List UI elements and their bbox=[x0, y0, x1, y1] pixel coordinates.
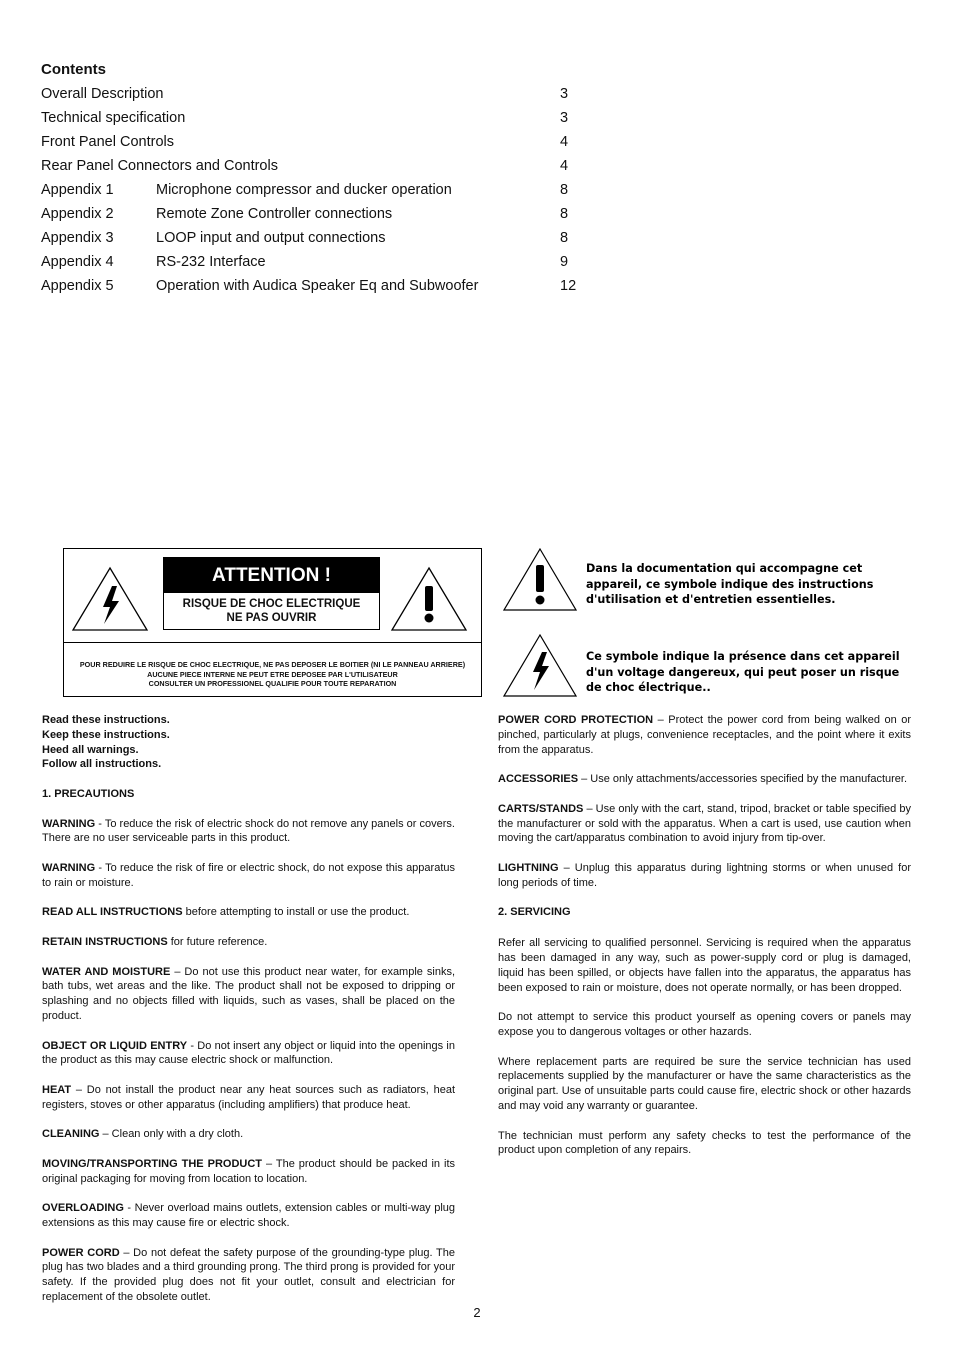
exclamation-warning-icon bbox=[390, 566, 468, 632]
toc-label: Overall Description bbox=[41, 86, 164, 102]
intro-block bbox=[42, 713, 455, 772]
warning-divider bbox=[64, 642, 481, 643]
attention-heading: ATTENTION ! bbox=[164, 558, 379, 593]
toc-page: 8 bbox=[560, 206, 569, 222]
toc-sub: Operation with Audica Speaker Eq and Subwoofer bbox=[156, 278, 479, 294]
item-term: POWER CORD bbox=[42, 1246, 120, 1259]
precaution-item bbox=[498, 713, 911, 757]
toc-page: 4 bbox=[560, 134, 569, 150]
toc-page: 3 bbox=[560, 86, 569, 102]
warning-footer-line: POUR REDUIRE LE RISQUE DE CHOC ELECTRIQUE, NE PAS DEPOSER LE BOITIER (NI LE PANNEAU ARRIERE) bbox=[79, 660, 466, 669]
item-text: – Do not install the product near any heat sources such as radiators, heat registers, stoves or other apparatus (including amplifiers) that produce heat. bbox=[42, 1083, 455, 1111]
precaution-item bbox=[42, 1039, 455, 1069]
item-text: – Clean only with a dry cloth. bbox=[99, 1128, 244, 1141]
precaution-item bbox=[42, 1246, 455, 1305]
item-term: WATER AND MOISTURE bbox=[42, 965, 171, 978]
toc-label: Rear Panel Connectors and Controls bbox=[41, 158, 278, 174]
servicing-paragraph: Do not attempt to service this product yourself as opening covers or panels may expose you to dangerous voltages or other hazards. bbox=[498, 1011, 911, 1038]
item-term: WARNING bbox=[42, 861, 96, 874]
toc-sub: RS-232 Interface bbox=[156, 254, 266, 270]
attention-panel bbox=[163, 557, 380, 630]
precaution-item bbox=[42, 965, 455, 1024]
servicing-paragraph: The technician must perform any safety checks to test the performance of the product upon completion of any repairs. bbox=[498, 1129, 911, 1157]
item-text: – Use only with the cart, stand, tripod, bracket or table specified by the manufacturer or sold with the apparatus. When a cart is used, use caution when moving the cart/apparatus combination to avoid injury from tip-over. bbox=[498, 802, 911, 845]
page-number: 2 bbox=[473, 1305, 481, 1320]
section-heading: 2. SERVICING bbox=[498, 906, 571, 919]
toc-label: Appendix 1 bbox=[41, 182, 114, 198]
servicing-column bbox=[498, 713, 911, 1173]
toc-page: 12 bbox=[560, 278, 577, 294]
intro-line: Heed all warnings. bbox=[42, 743, 139, 756]
item-term: ACCESSORIES bbox=[498, 773, 579, 786]
toc-sub: Microphone compressor and ducker operation bbox=[156, 182, 452, 198]
item-text: for future reference. bbox=[167, 935, 268, 948]
item-text: – Use only attachments/accessories specified by the manufacturer. bbox=[578, 773, 908, 786]
precaution-item bbox=[42, 905, 455, 920]
item-term: RETAIN INSTRUCTIONS bbox=[42, 935, 168, 948]
precaution-item bbox=[42, 1083, 455, 1113]
toc-label: Appendix 3 bbox=[41, 230, 114, 246]
lightning-warning-icon bbox=[71, 566, 149, 632]
toc-label: Appendix 5 bbox=[41, 278, 114, 294]
toc-page: 8 bbox=[560, 230, 569, 246]
precaution-item bbox=[42, 935, 455, 950]
item-term: HEAT bbox=[42, 1083, 72, 1096]
toc-page: 9 bbox=[560, 254, 569, 270]
intro-line: Follow all instructions. bbox=[42, 758, 162, 771]
precautions-column bbox=[42, 713, 455, 1320]
exclamation-symbol-icon bbox=[503, 548, 577, 612]
precaution-item bbox=[498, 802, 911, 846]
attention-sub-line: RISQUE DE CHOC ELECTRIQUE bbox=[182, 598, 361, 610]
toc-label: Appendix 2 bbox=[41, 206, 114, 222]
lightning-symbol-description: Ce symbole indique la présence dans cet appareil d'un voltage dangereux, qui peut poser un risque de choc électrique.. bbox=[586, 650, 900, 694]
item-term: OVERLOADING bbox=[42, 1202, 124, 1215]
attention-subtext bbox=[164, 597, 379, 625]
item-term: CLEANING bbox=[42, 1128, 100, 1141]
toc-label: Front Panel Controls bbox=[41, 134, 174, 150]
item-text: – The product should be packed in its original packaging for moving from location to location. bbox=[42, 1157, 455, 1185]
item-text: - To reduce the risk of electric shock do not remove any panels or covers. There are no user serviceable parts in this product. bbox=[42, 817, 455, 845]
intro-line: Keep these instructions. bbox=[42, 728, 170, 741]
item-text: – Do not use this product near water, for example sinks, bath tubs, wet areas and the like. The product shall not be exposed to dripping or splashing and no objects filled with liquids, such as vases, shall be placed on the product. bbox=[42, 965, 455, 1022]
intro-line: Read these instructions. bbox=[42, 714, 170, 726]
item-term: CARTS/STANDS bbox=[498, 802, 584, 815]
precaution-item bbox=[498, 772, 911, 787]
toc-page: 3 bbox=[560, 110, 569, 126]
warning-footer-line: CONSULTER UN PROFESSIONEL QUALIFIE POUR TOUTE REPARATION bbox=[148, 679, 397, 688]
toc-page: 4 bbox=[560, 158, 569, 174]
item-text: before attempting to install or use the product. bbox=[182, 906, 410, 919]
toc-label: Technical specification bbox=[41, 110, 186, 126]
item-text: - To reduce the risk of fire or electric shock, do not expose this apparatus to rain or moisture. bbox=[42, 861, 455, 889]
precaution-item bbox=[42, 861, 455, 891]
toc-sub: LOOP input and output connections bbox=[156, 230, 386, 246]
item-term: LIGHTNING bbox=[498, 861, 559, 874]
warning-footer-line: AUCUNE PIECE INTERNE NE PEUT ETRE DEPOSEE PAR L'UTILISATEUR bbox=[147, 669, 398, 679]
item-term: WARNING bbox=[42, 817, 96, 830]
item-text: - Do not insert any object or liquid into the openings in the product as this may cause electric shock or malfunction. bbox=[42, 1039, 455, 1067]
item-term: POWER CORD PROTECTION bbox=[498, 714, 654, 726]
servicing-paragraph: Where replacement parts are required be sure the service technician has used replacements supplied by the manufacturer or have the same characteristics as the original part. Use of unsuitable parts could cause fire, electric shock or other hazards and may void any warranty or guarantee. bbox=[498, 1055, 911, 1112]
lightning-symbol-icon bbox=[503, 634, 577, 698]
item-term: MOVING/TRANSPORTING THE PRODUCT bbox=[42, 1157, 262, 1170]
toc-sub: Remote Zone Controller connections bbox=[156, 206, 393, 222]
precaution-item bbox=[42, 1201, 455, 1231]
warning-footer bbox=[64, 660, 481, 689]
attention-sub-line: NE PAS OUVRIR bbox=[226, 612, 317, 624]
exclamation-symbol-description: Dans la documentation qui accompagne cet appareil, ce symbole indique des instructions d'utilisation et d'entretien essentielles. bbox=[586, 562, 874, 606]
warning-label bbox=[63, 548, 482, 697]
section-heading: 1. PRECAUTIONS bbox=[42, 787, 135, 800]
servicing-paragraph: Refer all servicing to qualified personnel. Servicing is required when the apparatus has been damaged in any way, such as power-supply cord or plug is damaged, liquid has been spilled, or objects have fallen into the apparatus, the apparatus has been exposed to rain or moisture, does not operate normally, or has been dropped. bbox=[498, 937, 911, 994]
toc-page: 8 bbox=[560, 182, 569, 198]
precaution-item bbox=[42, 1127, 455, 1142]
toc-title: Contents bbox=[41, 61, 106, 78]
toc-label: Appendix 4 bbox=[41, 254, 114, 270]
item-term: READ ALL INSTRUCTIONS bbox=[42, 906, 183, 919]
item-term: OBJECT OR LIQUID ENTRY bbox=[42, 1039, 188, 1052]
precaution-item bbox=[42, 817, 455, 847]
item-text: – Unplug this apparatus during lightning storms or when unused for long periods of time. bbox=[498, 861, 911, 889]
item-text: - Never overload mains outlets, extension cables or multi-way plug extensions as this may cause fire or electric shock. bbox=[42, 1202, 455, 1230]
item-text: – Protect the power cord from being walked on or pinched, particularly at plugs, convenience receptacles, and the point where it exits from the apparatus. bbox=[498, 714, 911, 756]
precaution-item bbox=[498, 861, 911, 891]
precaution-item bbox=[42, 1157, 455, 1187]
item-text: – Do not defeat the safety purpose of the grounding-type plug. The plug has two blades and a third grounding prong. The third prong is provided for your safety. If the provided plug does not fit your outlet, consult and electrician for replacement of the obsolete outlet. bbox=[42, 1246, 456, 1304]
